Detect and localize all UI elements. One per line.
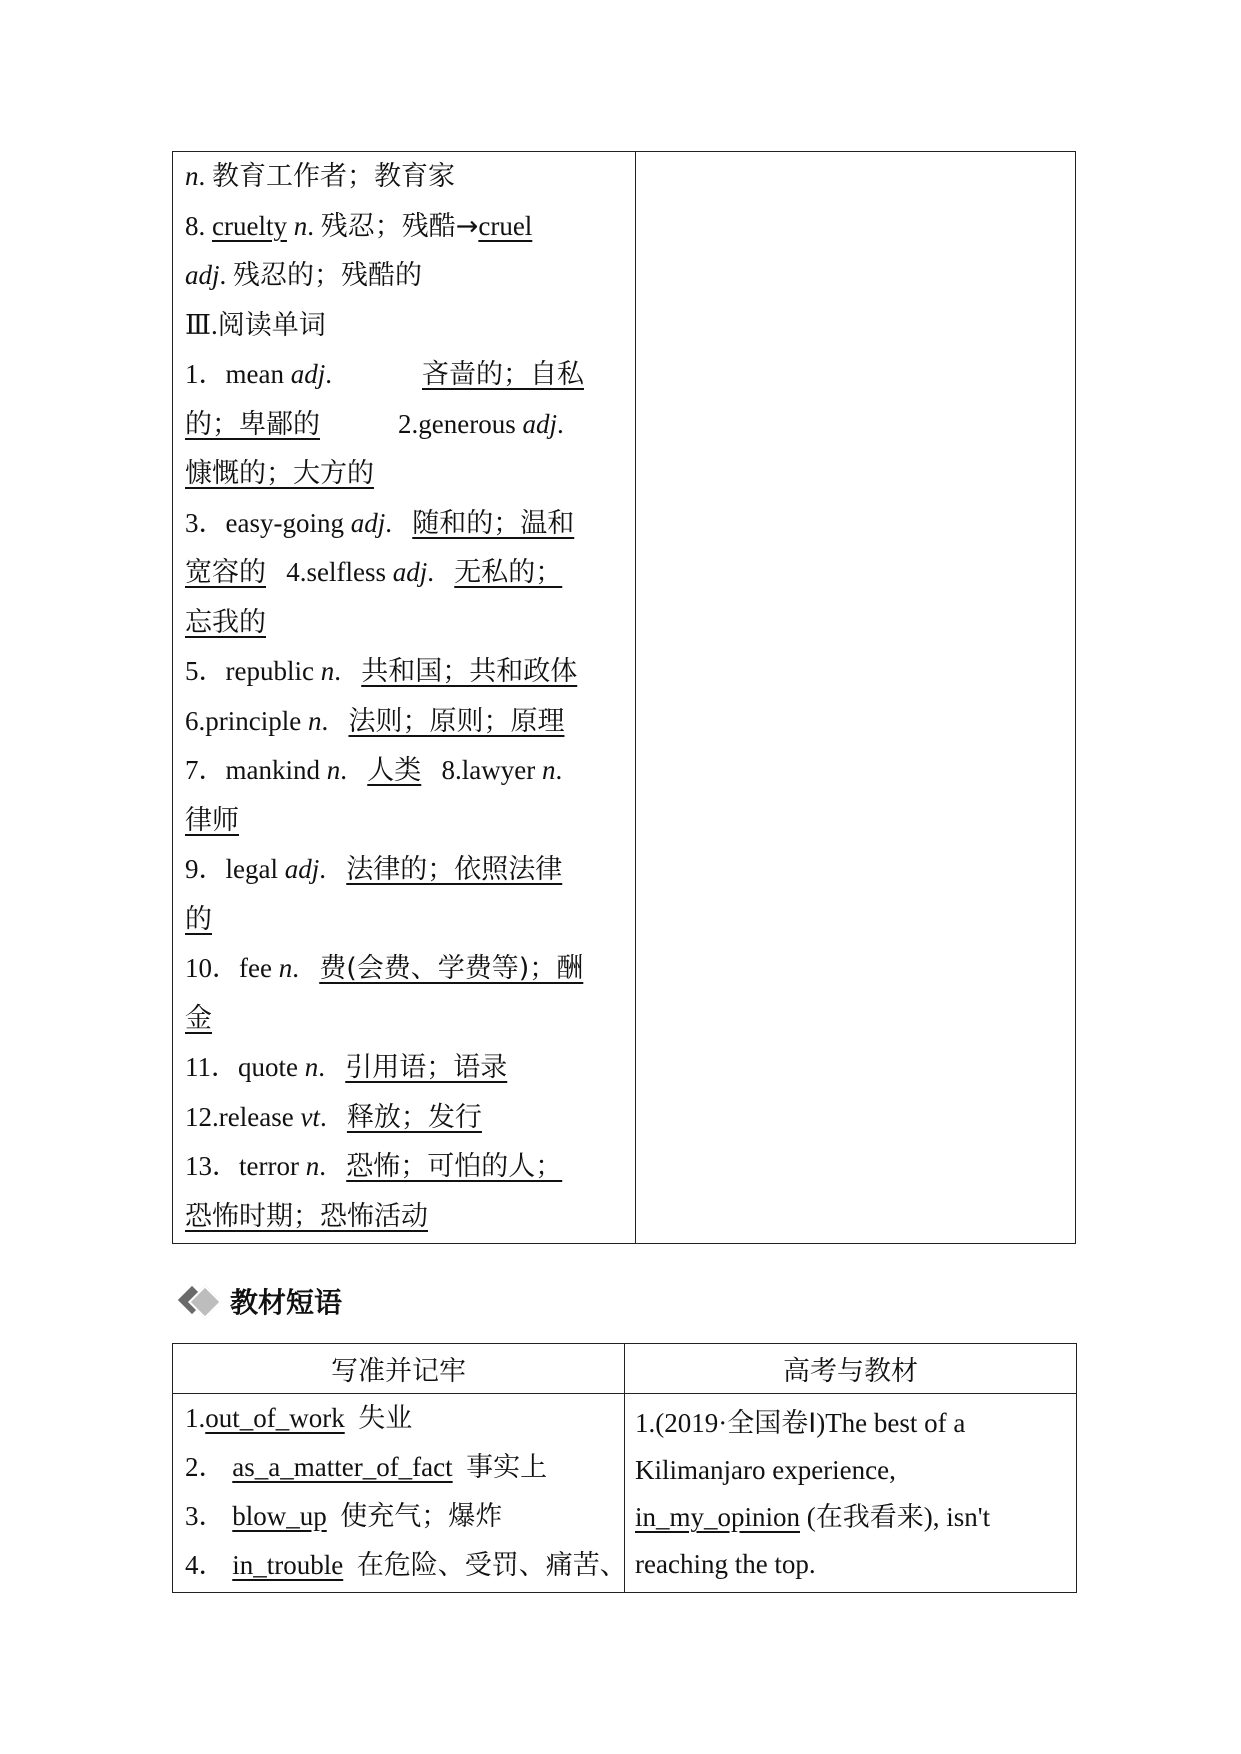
phrase-line: 1.out_of_work 失业 (185, 1403, 413, 1434)
phrase-table (172, 1343, 1077, 1593)
vocab-line: 的 (185, 903, 212, 935)
vocab-line: 忘我的 (185, 606, 266, 638)
vocab-line: 7．mankind n. 人类 8.lawyer n. (185, 755, 563, 786)
vocab-line: n. 教育工作者；教育家 (185, 161, 455, 192)
vocab-line: 1．mean adj. 吝啬的；自私 (185, 359, 584, 390)
phrase-line: 2． as_a_matter_of_fact 事实上 (185, 1452, 548, 1483)
vocab-line: 5．republic n. 共和国；共和政体 (185, 656, 578, 687)
vocab-line: 12.release vt. 释放；发行 (185, 1101, 482, 1133)
vocab-table (172, 151, 1076, 1244)
vocab-line: 9．legal adj. 法律的；依照法律 (185, 854, 563, 885)
vocab-line: 金 (185, 1002, 212, 1034)
vocab-table-right-cell (636, 152, 1076, 1244)
phrase-table-header-right: 高考与教材 (625, 1344, 1077, 1394)
example-line: reaching the top. (635, 1549, 816, 1579)
phrase-table-right-cell (625, 1394, 1077, 1593)
vocab-line: 律师 (185, 804, 239, 836)
example-line: in_my_opinion (在我看来), isn't (635, 1502, 991, 1533)
diamond-icon (176, 1281, 216, 1321)
section-heading-title: 教材短语 (230, 1286, 343, 1319)
phrase-table-left-cell (173, 1394, 625, 1593)
vocab-line: 3．easy-going adj. 随和的；温和 (185, 507, 575, 539)
example-line: Kilimanjaro experience, (635, 1455, 896, 1485)
vocab-line: 10．fee n. 费(会费、学费等)；酬 (185, 953, 584, 984)
vocab-line: 恐怖时期；恐怖活动 (185, 1200, 428, 1232)
vocab-line: 的；卑鄙的 2.generous adj. (185, 408, 564, 440)
section-subheading: Ⅲ.阅读单词 (185, 309, 326, 341)
vocab-line: 8. cruelty n. 残忍；残酷→cruel (185, 210, 533, 242)
vocab-line: 6.principle n. 法则；原则；原理 (185, 705, 565, 737)
phrase-table-header-left: 写准并记牢 (173, 1344, 625, 1394)
vocab-line: 11．quote n. 引用语；语录 (185, 1052, 508, 1083)
vocab-line: adj. 残忍的；残酷的 (185, 260, 423, 291)
section-heading (176, 1276, 342, 1326)
vocab-line: 13．terror n. 恐怖；可怕的人； (185, 1151, 563, 1182)
phrase-line: 3． blow_up 使充气；爆炸 (185, 1501, 503, 1532)
vocab-line: 宽容的 4.selfless adj. 无私的； (185, 557, 563, 588)
example-line: 1.(2019·全国卷Ⅰ)The best of a (635, 1408, 966, 1439)
vocab-table-left-cell (173, 152, 636, 1244)
phrase-line: 4． in_trouble 在危险、受罚、痛苦、 (185, 1550, 627, 1581)
vocab-line: 慷慨的；大方的 (185, 458, 374, 489)
